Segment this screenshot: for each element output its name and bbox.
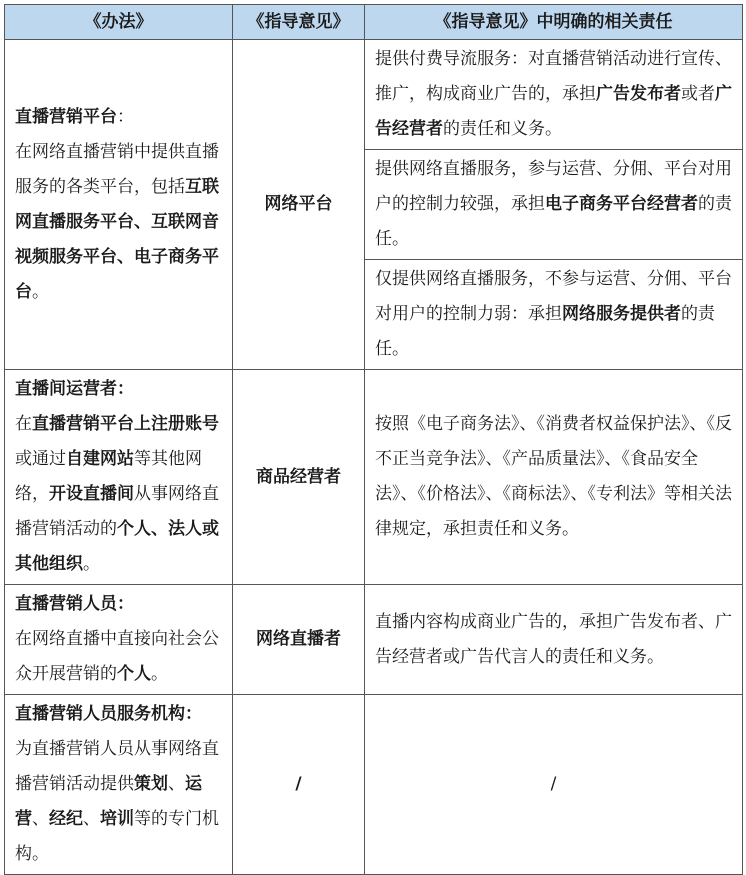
text: 、 — [83, 809, 100, 829]
text: 直播内容构成商业广告的，承担广告发布者、广告经营者或广告代言人的责任和义务。 — [375, 611, 732, 667]
text: 仅提供网络直播服务，不参与运营、分佣、平台对用户的控制力弱：承担 — [375, 269, 732, 324]
row-platform-definition — [5, 40, 233, 370]
row-agency-resp — [365, 695, 743, 875]
text: 提供网络直播服务，参与运营、分佣、平台对用户的控制力较强，承担 — [375, 159, 732, 214]
bold-text: 策划 — [134, 774, 168, 794]
bold-text: 自建网站 — [66, 449, 134, 469]
bold-text: 个人 — [117, 664, 151, 684]
text: / — [550, 774, 557, 794]
text: 或通过 — [15, 449, 66, 469]
text: 、 — [168, 774, 185, 794]
row-agency-definition — [5, 695, 233, 875]
header-responsibility: 《指导意见》中明确的相关责任 — [365, 5, 743, 40]
bold-text: ： — [117, 594, 134, 614]
text: 按照《电子商务法》、《消费者权益保护法》、《反不正当竞争法》、《产品质量法》、《食品安全法》、《价格法》、《商标法》、《专利法》等相关法律规定，承担责任和义务。 — [375, 414, 732, 539]
row-platform-resp-2 — [365, 150, 743, 260]
text: 的责任。 — [375, 304, 715, 359]
row-personnel-resp — [365, 585, 743, 695]
bold-text: 经纪 — [49, 809, 83, 829]
text: 的责任。 — [375, 194, 732, 249]
row-personnel-definition — [5, 585, 233, 695]
bold-text: 网络服务提供者 — [562, 304, 681, 324]
text: 提供付费导流服务：对直播营销活动进行宣传、推广，构成商业广告的，承担 — [375, 49, 732, 104]
header-guidance: 《指导意见》 — [233, 5, 365, 40]
bold-text: 广告发布者 — [596, 84, 681, 104]
text: ： — [117, 106, 134, 127]
text: 从事网络直播营销活动的 — [15, 484, 219, 539]
bold-text: 直播营销平台 — [15, 106, 117, 127]
bold-text: 个人、法人或其他组织 — [15, 519, 219, 574]
bold-text: 电子商务平台经营者 — [545, 194, 698, 214]
row-agency-role: / — [233, 695, 365, 875]
table-row-platform — [5, 40, 743, 150]
bold-text: 直播营销人员 — [15, 594, 117, 614]
text: 。 — [151, 664, 168, 684]
row-operator-resp — [365, 370, 743, 585]
bold-text: 直播营销人员服务机构 — [15, 704, 185, 724]
table-row-agency — [5, 695, 743, 875]
text: 在网络直播营销中提供直播服务的各类平台，包括 — [15, 141, 219, 197]
text: 、 — [32, 809, 49, 829]
bold-text: 直播营销平台上注册账号 — [32, 414, 219, 434]
text: 。 — [83, 554, 100, 574]
bold-text: 培训 — [100, 809, 134, 829]
bold-text: 运营 — [15, 774, 202, 829]
table-row-personnel — [5, 585, 743, 695]
row-operator-definition — [5, 370, 233, 585]
text: 。 — [32, 281, 49, 302]
row-personnel-role: 网络直播者 — [233, 585, 365, 695]
header-measures: 《办法》 — [5, 5, 233, 40]
text: 等其他网络， — [15, 449, 202, 504]
row-platform-resp-3 — [365, 260, 743, 370]
table-row-operator — [5, 370, 743, 585]
bold-text: ： — [117, 379, 134, 399]
row-operator-role: 商品经营者 — [233, 370, 365, 585]
row-platform-resp-1 — [365, 40, 743, 150]
text: 在 — [15, 414, 32, 434]
header-row — [5, 5, 743, 40]
text: 的责任和义务。 — [443, 119, 562, 139]
bold-text: ： — [185, 704, 202, 724]
text: 在网络直播中直接向社会公众开展营销的 — [15, 629, 219, 684]
responsibility-table — [4, 4, 743, 875]
bold-text: 互联网直播服务平台、互联网音视频服务平台、电子商务平台 — [15, 176, 219, 302]
text: 等的专门机构。 — [15, 809, 219, 864]
bold-text: 直播间运营者 — [15, 379, 117, 399]
text: 或者 — [681, 84, 715, 104]
row-platform-role: 网络平台 — [233, 40, 365, 370]
text: 为直播营销人员从事网络直播营销活动提供 — [15, 739, 219, 794]
bold-text: 广告经营者 — [375, 84, 732, 139]
bold-text: 开设直播间 — [49, 484, 134, 504]
